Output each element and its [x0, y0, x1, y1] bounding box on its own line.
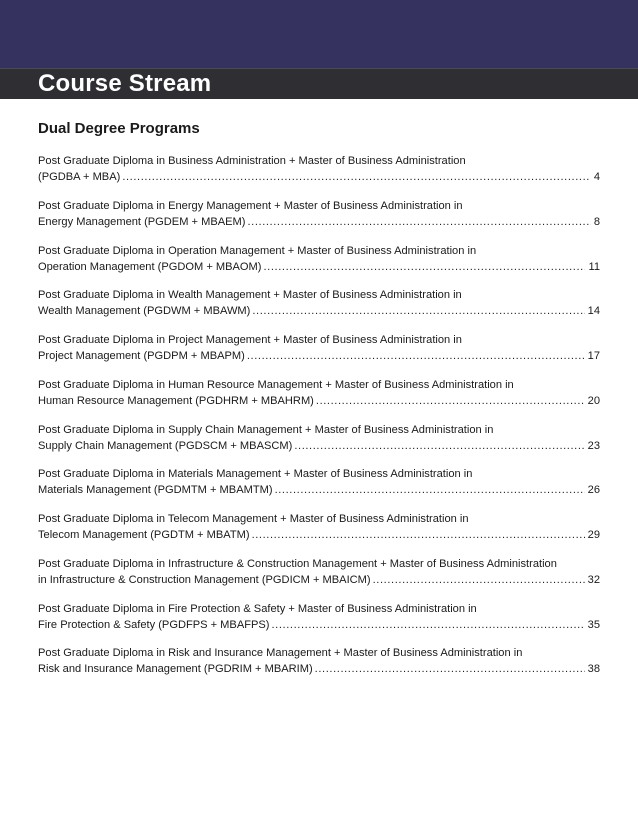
toc-entry-subtitle: Wealth Management (PGDWM + MBAWM) — [38, 305, 251, 318]
toc-entry — [38, 645, 600, 690]
page-number: 35 — [587, 618, 600, 631]
toc-entry-line — [38, 214, 600, 230]
dot-leader — [294, 438, 584, 454]
toc-entry-line — [38, 169, 600, 185]
dot-leader — [247, 348, 585, 364]
dot-leader — [316, 393, 585, 409]
toc-entry — [38, 601, 600, 646]
toc-entry-title: Post Graduate Diploma in Infrastructure & Construction Management + Master of Business Administration — [38, 557, 557, 570]
toc-entry — [38, 422, 600, 467]
toc-entry-line — [38, 438, 600, 454]
dot-leader — [122, 169, 591, 185]
toc-entry-subtitle: Telecom Management (PGDTM + MBATM) — [38, 529, 250, 541]
toc-entry-title: Post Graduate Diploma in Telecom Management + Master of Business Administration in — [38, 513, 469, 525]
toc-entry-title: Post Graduate Diploma in Fire Protection & Safety + Master of Business Administration in — [38, 602, 477, 615]
toc-entry-subtitle: (PGDBA + MBA) — [38, 171, 121, 183]
toc-entry-subtitle: Materials Management (PGDMTM + MBAMTM) — [38, 484, 273, 497]
page-number: 29 — [587, 529, 600, 541]
page-number: 17 — [587, 350, 600, 362]
toc-entry-title: Post Graduate Diploma in Operation Management + Master of Business Administration in — [38, 244, 477, 257]
dot-leader — [275, 482, 585, 498]
page-title: Course Stream — [38, 70, 212, 97]
toc-entry-subtitle: Operation Management (PGDOM + MBAOM) — [38, 260, 262, 273]
toc-entry-subtitle: Risk and Insurance Management (PGDRIM + MBARIM) — [38, 663, 313, 676]
page-number: 4 — [593, 171, 600, 183]
toc-entry-line — [38, 303, 600, 319]
toc-entry-title: Post Graduate Diploma in Human Resource Management + Master of Business Administration in — [38, 378, 514, 391]
toc-entry-subtitle: Supply Chain Management (PGDSCM + MBASCM) — [38, 439, 293, 452]
dot-leader — [247, 214, 590, 230]
toc-entry-line — [38, 393, 600, 409]
toc-entry — [38, 377, 600, 422]
toc-entry — [38, 153, 600, 198]
dot-leader — [315, 661, 585, 677]
page-number: 8 — [593, 215, 600, 228]
toc-entry-subtitle: Energy Management (PGDEM + MBAEM) — [38, 215, 246, 228]
page-number: 23 — [587, 439, 600, 452]
toc-entry — [38, 287, 600, 332]
toc-entry-line — [38, 617, 600, 633]
toc-entry-title: Post Graduate Diploma in Wealth Management + Master of Business Administration in — [38, 289, 462, 302]
toc-entry — [38, 243, 600, 288]
table-of-contents — [38, 153, 600, 690]
toc-entry-line — [38, 348, 600, 364]
dot-leader — [272, 617, 585, 633]
page-number: 11 — [588, 260, 600, 273]
page-number: 20 — [587, 394, 600, 407]
page-number: 38 — [587, 663, 600, 676]
toc-entry-title: Post Graduate Diploma in Business Administration + Master of Business Administration — [38, 155, 466, 167]
toc-entry-line — [38, 259, 600, 275]
dot-leader — [264, 259, 586, 275]
toc-entry-line — [38, 527, 600, 543]
toc-entry-subtitle: in Infrastructure & Construction Management (PGDICM + MBAICM) — [38, 573, 371, 586]
dot-leader — [373, 572, 585, 588]
toc-entry-title: Post Graduate Diploma in Energy Management + Master of Business Administration in — [38, 199, 463, 212]
page-number: 26 — [587, 484, 600, 497]
toc-entry-title: Post Graduate Diploma in Risk and Insurance Management + Master of Business Administration in — [38, 647, 523, 660]
toc-entry — [38, 198, 600, 243]
title-bar — [0, 68, 638, 99]
section-heading: Dual Degree Programs — [38, 120, 200, 137]
toc-entry-title: Post Graduate Diploma in Project Management + Master of Business Administration in — [38, 334, 462, 346]
toc-entry-subtitle: Human Resource Management (PGDHRM + MBAHRM) — [38, 394, 314, 407]
toc-entry-title: Post Graduate Diploma in Materials Management + Master of Business Administration in — [38, 468, 473, 481]
toc-entry — [38, 332, 600, 377]
header-band — [0, 0, 638, 68]
toc-entry-line — [38, 661, 600, 677]
dot-leader — [252, 527, 585, 543]
page-number: 32 — [587, 573, 600, 586]
toc-entry-subtitle: Project Management (PGDPM + MBAPM) — [38, 350, 245, 362]
toc-entry-title: Post Graduate Diploma in Supply Chain Management + Master of Business Administration in — [38, 423, 494, 436]
toc-entry — [38, 511, 600, 556]
toc-entry-line — [38, 572, 600, 588]
toc-entry-subtitle: Fire Protection & Safety (PGDFPS + MBAFPS) — [38, 618, 270, 631]
dot-leader — [252, 303, 584, 319]
page-number: 14 — [587, 305, 600, 318]
toc-entry — [38, 556, 600, 601]
toc-entry — [38, 466, 600, 511]
toc-entry-line — [38, 482, 600, 498]
